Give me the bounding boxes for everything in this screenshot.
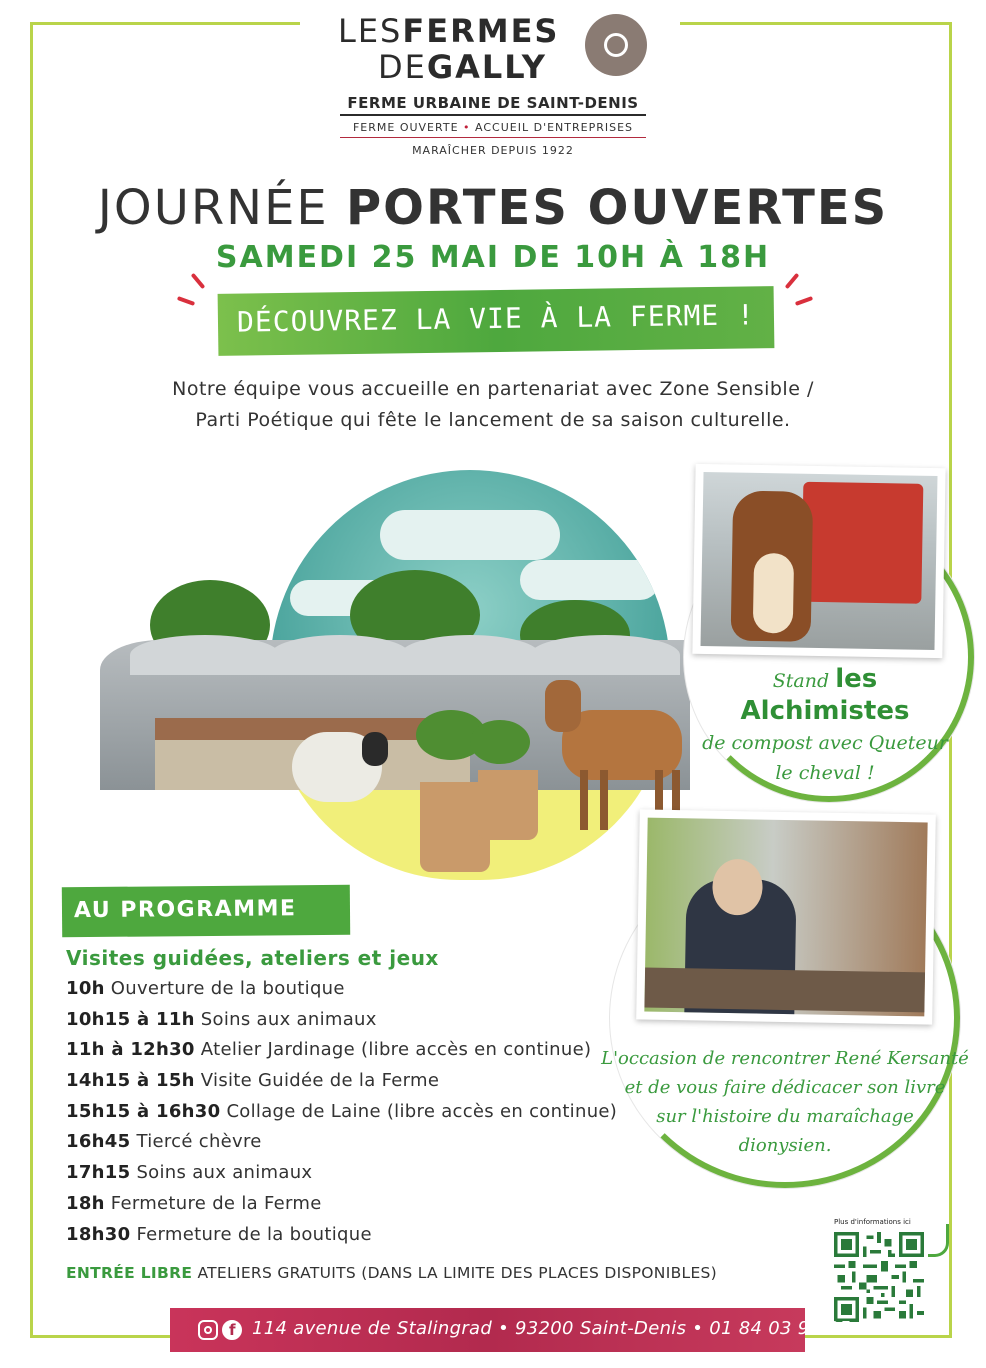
footer-contact: 114 avenue de Stalingrad • 93200 Saint-Denis • 01 84 03 98 95 [252, 1318, 851, 1339]
intro-text: Notre équipe vous accueille en partenariat avec Zone Sensible / Parti Poétique qui fête le lancement de sa saison culturelle. [172, 378, 814, 431]
entry-note: ENTRÉE LIBRE ATELIERS GRATUITS (DANS LA LIMITE DES PLACES DISPONIBLES) [66, 1264, 718, 1282]
schedule-item: 18h Fermeture de la Ferme [66, 1192, 322, 1214]
schedule-item: 17h15 Soins aux animaux [66, 1162, 313, 1184]
instagram-icon[interactable] [198, 1320, 218, 1340]
facebook-icon[interactable] [222, 1320, 242, 1340]
goat-head [545, 680, 581, 732]
alchimistes-logo: les Alchimistes [740, 664, 910, 726]
schedule-item: 16h45 Tiercé chèvre [66, 1131, 262, 1153]
programme-heading-tag [62, 885, 350, 938]
farm-tagline: FERME OUVERTE • ACCUEIL D'ENTREPRISES [340, 121, 646, 138]
alchimistes-caption: Stand les Alchimistes de compost avec Queteur le cheval ! [702, 664, 948, 784]
author-caption: L'occasion de rencontrer René Kersanté et de vous faire dédicacer son livre sur l'histoire du maraîchage dionysien. [601, 1048, 969, 1156]
schedule-item: 15h15 à 16h30 Collage de Laine (libre accès en continue) [66, 1100, 618, 1122]
peat-pot [478, 770, 538, 840]
brand-logo [330, 8, 660, 158]
event-date: SAMEDI 25 MAI DE 10H À 18H [215, 240, 771, 275]
schedule-item: 11h à 12h30 Atelier Jardinage (libre accès en continue) [66, 1039, 592, 1061]
banner-text: DÉCOUVREZ LA VIE À LA FERME ! [236, 298, 756, 339]
horse-photo [692, 464, 945, 658]
logo-line-1: LESFERMES [338, 12, 560, 50]
schedule-item: 14h15 à 15h Visite Guidée de la Ferme [66, 1070, 440, 1092]
author-photo [636, 809, 936, 1024]
schedule-item: 18h30 Fermeture de la boutique [66, 1223, 372, 1245]
event-title: JOURNÉE PORTES OUVERTES [97, 180, 889, 236]
discover-banner [218, 286, 775, 356]
sheep-head [362, 732, 388, 766]
cart [801, 482, 923, 604]
footer-banner [170, 1308, 851, 1352]
sun-emblem-icon [585, 14, 647, 76]
farm-name: FERME URBAINE DE SAINT-DENIS [340, 94, 646, 116]
schedule-list [66, 978, 617, 1254]
farm-since: MARAÎCHER DEPUIS 1922 [412, 144, 574, 157]
qr-code[interactable] [834, 1232, 924, 1322]
schedule-item: 10h Ouverture de la boutique [66, 978, 345, 999]
programme-subheading: Visites guidées, ateliers et jeux [66, 946, 439, 970]
social-icons [198, 1319, 246, 1340]
schedule-item: 10h15 à 11h Soins aux animaux [66, 1008, 377, 1030]
farm-illustration [100, 470, 720, 890]
logo-line-2: DEGALLY [378, 48, 547, 86]
qr-label: Plus d'informations ici [834, 1218, 911, 1226]
programme-heading: AU PROGRAMME [73, 896, 297, 924]
